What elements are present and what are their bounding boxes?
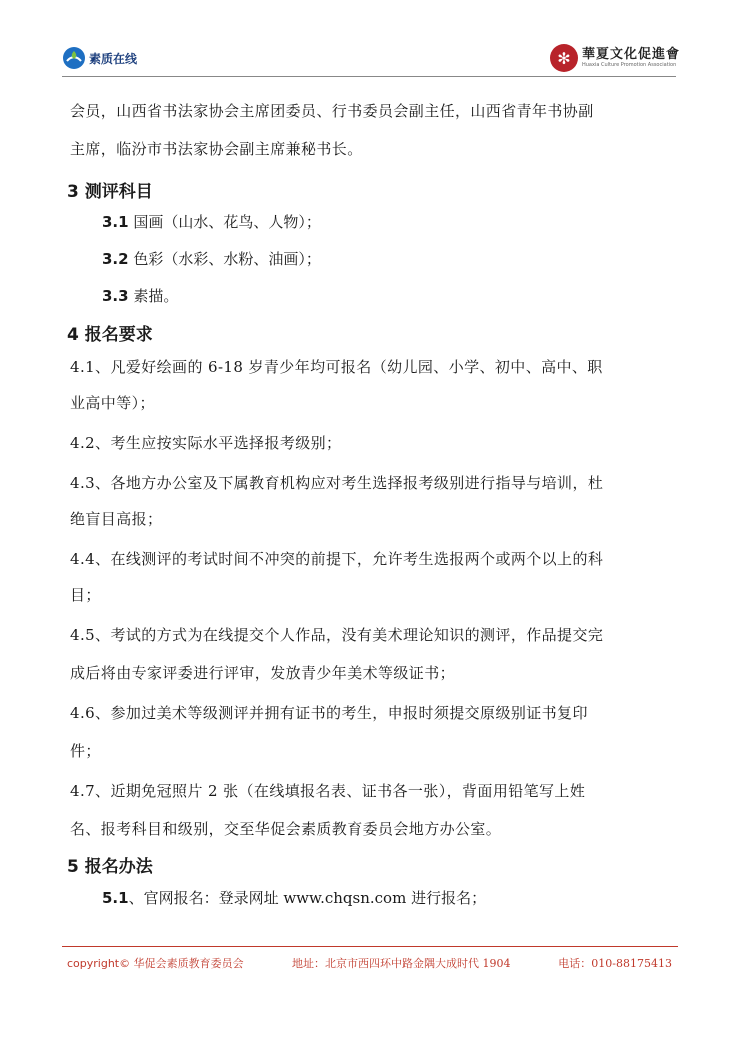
logo-right-en: Huaxia Culture Promotion Association xyxy=(581,62,677,68)
sec4-line: 4.2、考生应按实际水平选择报考级别； xyxy=(70,434,342,452)
page-header xyxy=(0,0,740,80)
sec4-line: 成后将由专家评委进行评审，发放青少年美术等级证书； xyxy=(70,664,456,682)
logo-right-cn: 華夏文化促進會 xyxy=(581,47,680,62)
sec4-line: 件； xyxy=(70,742,101,760)
intro-line-2: 主席，临汾市书法家协会副主席兼秘书长。 xyxy=(70,140,363,158)
suzhi-online-logo xyxy=(62,46,137,70)
globe-leaf-icon xyxy=(62,46,86,70)
sec4-line: 4.1、凡爱好绘画的 6-18 岁青少年均可报名（幼儿园、小学、初中、高中、职 xyxy=(70,358,603,376)
sec4-line: 业高中等）； xyxy=(70,394,155,412)
footer-phone: 电话：010-88175413 xyxy=(558,957,672,970)
sec4-line: 4.7、近期免冠照片 2 张（在线填报名表、证书各一张），背面用铅笔写上姓 xyxy=(70,782,586,800)
footer-address: 地址：北京市西四环中路金隅大成时代 1904 xyxy=(292,957,511,970)
seal-icon: ✻ xyxy=(550,44,578,72)
section-4-title: 4 报名要求 xyxy=(67,325,153,345)
sec4-line: 4.3、各地方办公室及下属教育机构应对考生选择报考级别进行指导与培训，杜 xyxy=(70,474,604,492)
intro-line-1: 会员，山西省书法家协会主席团委员、行书委员会副主任，山西省青年书协副 xyxy=(70,102,594,120)
huaxia-association-logo xyxy=(550,44,680,72)
sec3-item-2: 3.2 色彩（水彩、水粉、油画）； xyxy=(102,250,321,268)
sec4-line: 4.6、参加过美术等级测评并拥有证书的考生，申报时须提交原级别证书复印 xyxy=(70,704,588,722)
sec3-item-1: 3.1 国画（山水、花鸟、人物）； xyxy=(102,213,321,231)
sec4-line: 4.5、考试的方式为在线提交个人作品，没有美术理论知识的测评，作品提交完 xyxy=(70,626,604,644)
logo-left-text: 素质在线 xyxy=(89,51,138,66)
sec4-line: 绝盲目高报； xyxy=(70,510,163,528)
sec4-line: 4.4、在线测评的考试时间不冲突的前提下，允许考生选报两个或两个以上的科 xyxy=(70,550,604,568)
sec3-item-3: 3.3 素描。 xyxy=(102,287,179,305)
footer-copyright: copyright© 华促会素质教育委员会 xyxy=(67,957,244,970)
sec4-line: 名、报考科目和级别，交至华促会素质教育委员会地方办公室。 xyxy=(70,820,502,838)
footer-divider xyxy=(62,946,678,947)
header-divider xyxy=(62,76,676,77)
sec4-line: 目； xyxy=(70,586,101,604)
sec5-item-1: 5.1、官网报名：登录网址 www.chqsn.com 进行报名； xyxy=(102,889,487,907)
section-5-title: 5 报名办法 xyxy=(67,857,153,877)
section-3-title: 3 测评科目 xyxy=(67,182,153,202)
